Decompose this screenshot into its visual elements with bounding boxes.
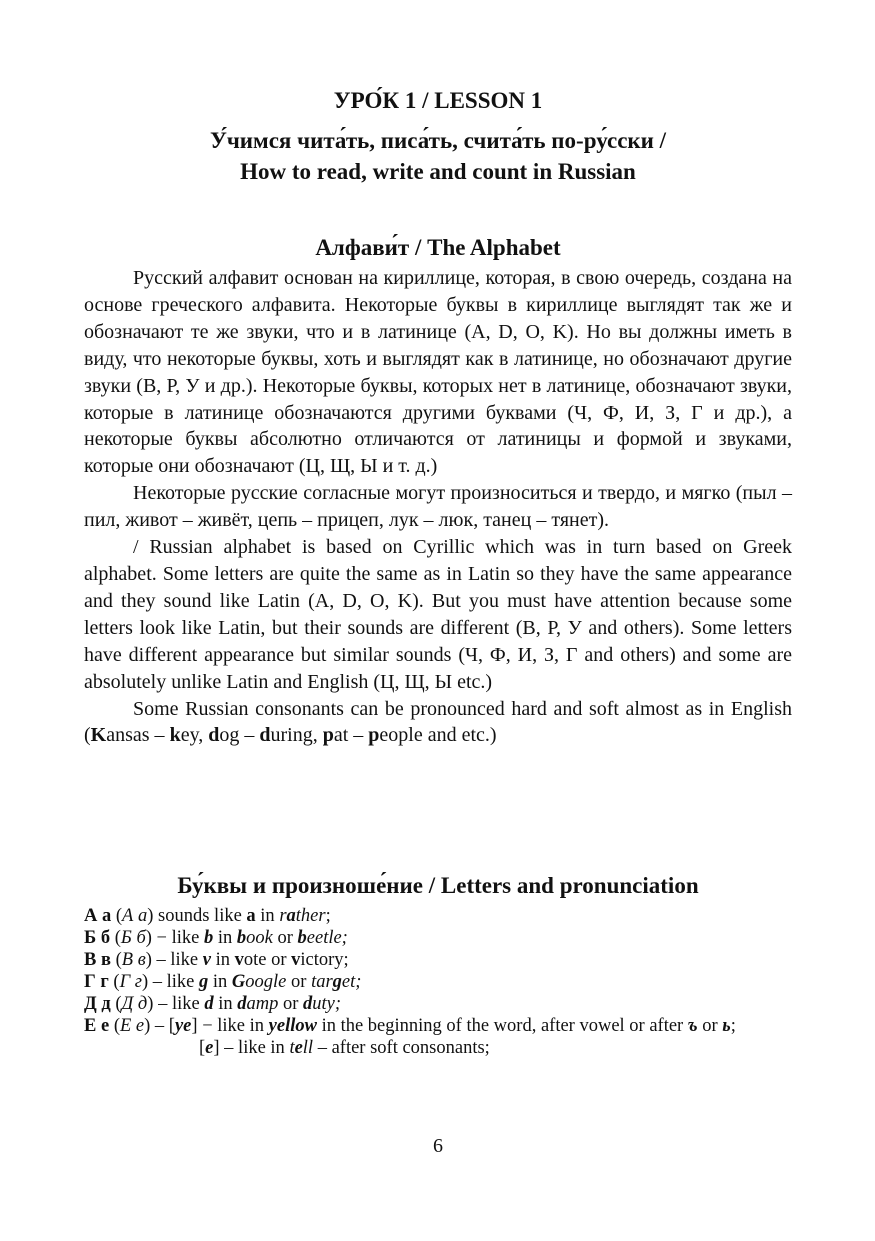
letter-label: Г г [84,972,109,992]
paragraph-russian-1: Русский алфавит основан на кириллице, которая, в свою очередь, создана на основе греческого алфавита. Некоторые буквы в кириллице выглядят так же и обозначают те же звуки, что и в латинице (A, D, O, K). Но вы должны иметь в виду, что некоторые буквы, хоть и выглядят как в латинице, но обозначают другие звуки (В, Р, У и др.). Некоторые буквы, которых нет в латинице, обозначают звуки, которые в латинице обозначаются другими буквами (Ч, Ф, И, З, Г и др.), а некоторые буквы абсолютно отличаются от латиницы и формой и звуками, которые они обозначают (Ц, Щ, Ы и т. д.) [84,267,792,478]
letters-list [84,905,792,1059]
subtitle-english: How to read, write and count in Russian [240,159,636,184]
lesson-title: УРО́К 1 / LESSON 1 [333,88,543,113]
letter-entry-ye: Е е (Е е) – [ye] − like in yellow in the beginning of the word, after vowel or after ъ or ь; [84,1016,736,1036]
letter-entry-v: В в (В в) – like v in vote or victory; [84,950,349,970]
alphabet-heading: Алфави́т / The Alphabet [315,235,561,260]
letters-heading: Бу́квы и произноше́ние / Letters and pronunciation [177,873,699,898]
letter-entry-d: Д д (Д д) – like d in damp or duty; [84,994,342,1014]
letter-entry-a: А а (А а) sounds like a in rather; [84,906,331,926]
lesson-subtitle [84,125,792,187]
paragraph-english-2: Some Russian consonants can be pronounced hard and soft almost as in English (Kansas – key, dog – during, pat – people and etc.) [84,697,792,747]
letter-entry-e-soft: [e] – like in tell – after soft consonants; [199,1038,490,1058]
letter-label: В в [84,950,111,970]
letter-label: Е е [84,1016,110,1036]
letter-entry-b: Б б (Б б) − like b in book or beetle; [84,928,348,948]
paragraph-russian-2: Некоторые русские согласные могут произноситься и твердо, и мягко (пыл – пил, живот – живёт, цепь – прицеп, лук – люк, танец – тянет). [84,482,792,532]
letter-label: Б б [84,928,111,948]
subtitle-russian: У́чимся чита́ть, писа́ть, счита́ть по-ру́сски / [209,128,667,153]
paragraph-english-1: / Russian alphabet is based on Cyrillic which was in turn based on Greek alphabet. Some letters are quite the same as in Latin so they have the same appearance and they sound like Latin (A, D, O, K). But you must have attention because some letters look like Latin, but their sounds are different (В, Р, У and others). Some letters have different appearance but similar sounds (Ч, Ф, И, З, Г and others) and some are absolutely unlike Latin and English (Ц, Щ, Ы etc.) [84,536,792,693]
page-number: 6 [433,1135,443,1157]
letter-label: Д д [84,994,111,1014]
alphabet-body [84,265,792,749]
letter-entry-g: Г г (Г г) – like g in Google or target; [84,972,362,992]
book-page [84,0,792,1241]
letter-label: А а [84,906,112,926]
